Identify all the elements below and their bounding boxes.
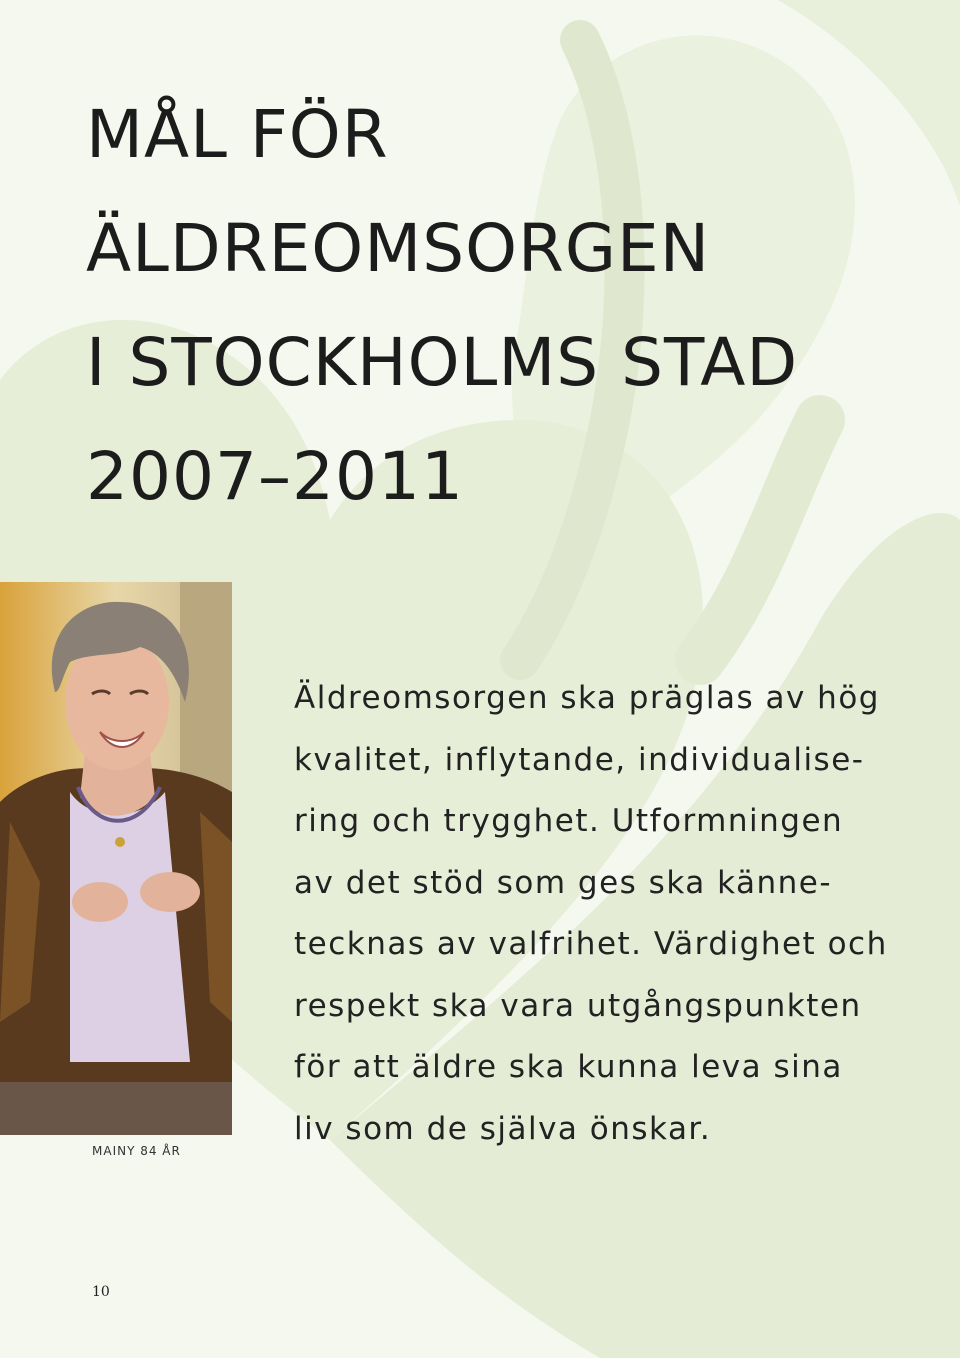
- body-line: kvalitet, inflytande, individualise-: [294, 741, 865, 778]
- title-line-4: 2007–2011: [86, 438, 464, 515]
- page-title: [86, 78, 798, 534]
- portrait-photo: [0, 582, 232, 1135]
- title-line-1: MÅL FÖR: [86, 96, 389, 173]
- body-line: liv som de själva önskar.: [294, 1110, 712, 1147]
- body-line: för att äldre ska kunna leva sina: [294, 1049, 843, 1085]
- page-number: 10: [92, 1284, 110, 1300]
- title-line-2: ÄLDREOMSORGEN: [86, 210, 711, 287]
- body-line: Äldreomsorgen ska präglas av hög: [294, 680, 880, 716]
- photo-caption: MAINY 84 ÅR: [92, 1144, 181, 1158]
- body-line: tecknas av valfrihet. Värdighet och: [294, 926, 888, 962]
- body-paragraph: [294, 668, 934, 1160]
- title-line-3: I STOCKHOLMS STAD: [86, 324, 799, 401]
- body-line: ring och trygghet. Utformningen: [294, 803, 844, 839]
- body-line: respekt ska vara utgångspunkten: [294, 987, 862, 1024]
- body-line: av det stöd som ges ska känne-: [294, 864, 833, 901]
